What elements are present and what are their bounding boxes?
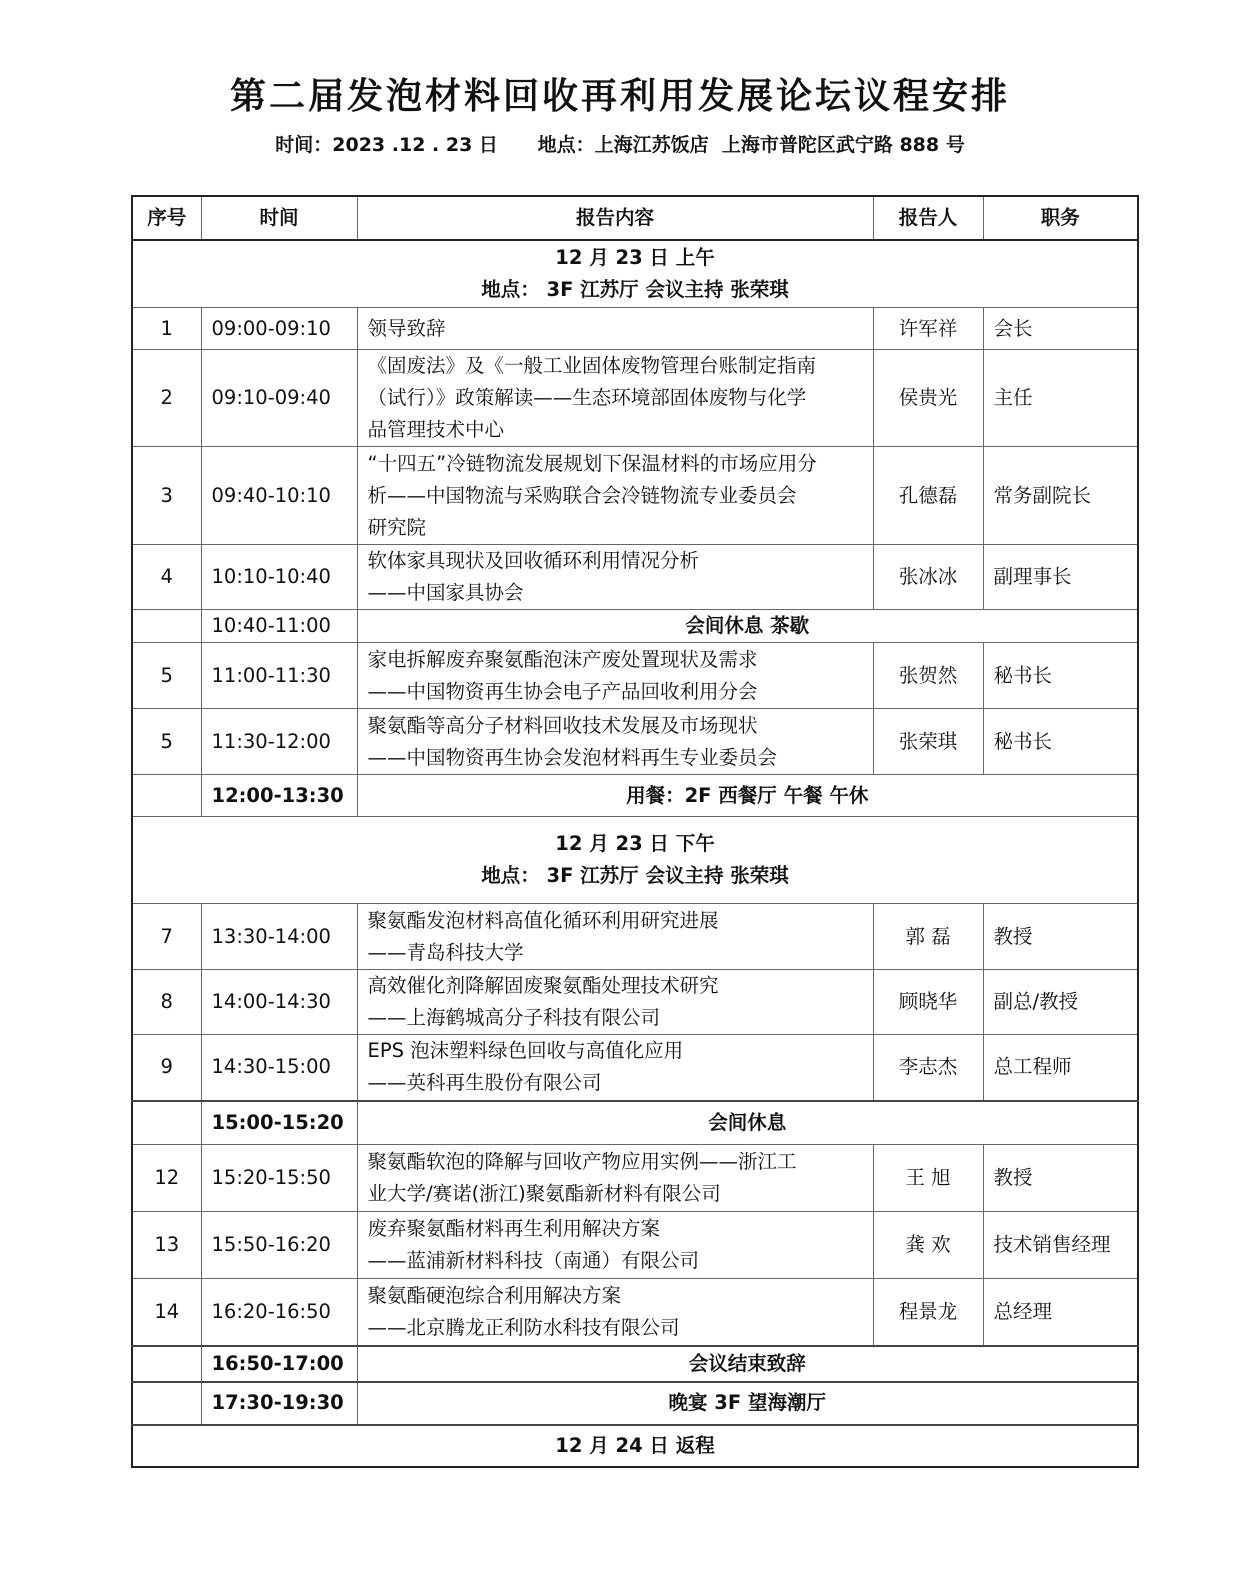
row-content-line: ——北京腾龙正利防水科技有限公司 <box>367 1315 680 1339</box>
row-content-line: 品管理技术中心 <box>367 418 505 441</box>
row-content-line: 高效催化剂降解固废聚氨酯处理技术研究 <box>367 974 719 997</box>
afternoon-header-cell <box>132 817 1138 904</box>
row-content-line: ——英科再生股份有限公司 <box>367 1071 602 1095</box>
row-speaker: 龚 欢 <box>873 1212 983 1279</box>
break-row <box>132 1101 1138 1145</box>
row-position: 总经理 <box>983 1279 1138 1346</box>
row-position: 总工程师 <box>983 1035 1138 1101</box>
row-time: 14:00-14:30 <box>201 970 357 1035</box>
row-number: 14 <box>132 1279 201 1346</box>
closing-row-text: 会议结束致辞 <box>357 1346 1138 1382</box>
row-content <box>357 545 873 610</box>
row-number: 13 <box>132 1212 201 1279</box>
row-content <box>357 904 873 970</box>
row-content <box>357 1279 873 1346</box>
header-row <box>132 196 1138 240</box>
page-title: 第二届发泡材料回收再利用发展论坛议程安排 <box>229 76 1010 117</box>
row-content <box>357 308 873 350</box>
tea-break-row <box>132 610 1138 643</box>
row-time: 09:10-09:40 <box>201 350 357 447</box>
dinner-row-text: 晚宴 3F 望海潮厅 <box>357 1382 1138 1425</box>
agenda-body <box>132 240 1138 1467</box>
lunch-row-no <box>132 775 201 817</box>
row-speaker: 张贺然 <box>873 643 983 709</box>
row-content-line: 研究院 <box>367 515 427 539</box>
agenda-row <box>132 1145 1138 1212</box>
row-speaker: 王 旭 <box>873 1145 983 1212</box>
morning-header-cell <box>132 240 1138 308</box>
agenda-row <box>132 350 1138 447</box>
dinner-row <box>132 1382 1138 1425</box>
agenda-row <box>132 1279 1138 1346</box>
row-content <box>357 1035 873 1101</box>
row-speaker: 李志杰 <box>873 1035 983 1101</box>
agenda-row <box>132 904 1138 970</box>
row-number: 3 <box>132 447 201 545</box>
agenda-row <box>132 970 1138 1035</box>
break-row-time: 15:00-15:20 <box>201 1101 357 1145</box>
row-time: 09:40-10:10 <box>201 447 357 545</box>
row-speaker: 许军祥 <box>873 308 983 350</box>
closing-row-time: 16:50-17:00 <box>201 1346 357 1382</box>
row-number: 1 <box>132 308 201 350</box>
row-position: 技术销售经理 <box>983 1212 1138 1279</box>
row-speaker: 张荣琪 <box>873 709 983 775</box>
afternoon-header-line1: 12 月 23 日 下午 <box>555 832 715 855</box>
agenda-row <box>132 709 1138 775</box>
morning-header <box>132 240 1138 308</box>
row-content-line: 《固废法》及《一般工业固体废物管理台账制定指南 <box>367 354 817 377</box>
row-content-line: ——中国物资再生协会发泡材料再生专业委员会 <box>367 745 778 769</box>
header-content: 报告内容 <box>357 196 873 240</box>
row-content <box>357 709 873 775</box>
row-content-line: ——上海鹤城高分子科技有限公司 <box>367 1006 661 1029</box>
row-content <box>357 1145 873 1212</box>
row-content-line: 领导致辞 <box>367 316 446 340</box>
closing-row-no <box>132 1346 201 1382</box>
row-speaker: 侯贵光 <box>873 350 983 447</box>
afternoon-header-line2: 地点： 3F 江苏厅 会议主持 张荣琪 <box>481 864 789 887</box>
tea-break-row-text: 会间休息 茶歇 <box>357 610 1138 643</box>
row-speaker: 顾晓华 <box>873 970 983 1035</box>
header-no: 序号 <box>132 196 201 240</box>
row-content <box>357 1212 873 1279</box>
agenda-row <box>132 1212 1138 1279</box>
header-speaker: 报告人 <box>873 196 983 240</box>
row-content-line: “十四五”冷链物流发展规划下保温材料的市场应用分 <box>367 451 817 475</box>
return-row <box>132 1425 1138 1467</box>
row-position: 主任 <box>983 350 1138 447</box>
row-content <box>357 447 873 545</box>
row-content-line: ——青岛科技大学 <box>367 940 524 964</box>
break-row-text: 会间休息 <box>357 1101 1138 1145</box>
row-content <box>357 350 873 447</box>
lunch-row <box>132 775 1138 817</box>
row-number: 9 <box>132 1035 201 1101</box>
row-content-line: ——蓝浦新材料科技（南通）有限公司 <box>367 1249 700 1272</box>
row-speaker: 郭 磊 <box>873 904 983 970</box>
row-content <box>357 970 873 1035</box>
row-time: 10:10-10:40 <box>201 545 357 610</box>
row-content-line: EPS 泡沫塑料绿色回收与高值化应用 <box>367 1039 684 1063</box>
dinner-row-time: 17:30-19:30 <box>201 1382 357 1425</box>
row-position: 教授 <box>983 904 1138 970</box>
header-time: 时间 <box>201 196 357 240</box>
row-speaker: 张冰冰 <box>873 545 983 610</box>
row-position: 常务副院长 <box>983 447 1138 545</box>
morning-header-line2: 地点： 3F 江苏厅 会议主持 张荣琪 <box>481 278 789 301</box>
agenda-row <box>132 643 1138 709</box>
row-number: 12 <box>132 1145 201 1212</box>
row-content-line: ——中国家具协会 <box>367 581 524 604</box>
row-position: 秘书长 <box>983 643 1138 709</box>
lunch-row-time: 12:00-13:30 <box>201 775 357 817</box>
row-number: 5 <box>132 643 201 709</box>
row-time: 11:30-12:00 <box>201 709 357 775</box>
row-content-line: 家电拆解废弃聚氨酯泡沫产废处置现状及需求 <box>367 647 758 671</box>
row-speaker: 孔德磊 <box>873 447 983 545</box>
page-subtitle: 时间：2023 .12 . 23 日 地点：上海江苏饭店 上海市普陀区武宁路 888 号 <box>275 134 965 156</box>
row-content-line: 析——中国物流与采购联合会冷链物流专业委员会 <box>367 483 797 507</box>
morning-header-line1: 12 月 23 日 上午 <box>555 246 715 269</box>
row-time: 11:00-11:30 <box>201 643 357 709</box>
break-row-no <box>132 1101 201 1145</box>
row-time: 15:20-15:50 <box>201 1145 357 1212</box>
row-time: 13:30-14:00 <box>201 904 357 970</box>
row-time: 16:20-16:50 <box>201 1279 357 1346</box>
afternoon-header <box>132 817 1138 904</box>
tea-break-row-time: 10:40-11:00 <box>201 610 357 643</box>
row-content-line: 聚氨酯软泡的降解与回收产物应用实例——浙江工 <box>367 1150 797 1173</box>
row-content-line: 聚氨酯硬泡综合利用解决方案 <box>367 1283 622 1307</box>
row-number: 2 <box>132 350 201 447</box>
agenda-table <box>131 195 1139 1468</box>
agenda-row <box>132 308 1138 350</box>
row-position: 秘书长 <box>983 709 1138 775</box>
row-number: 5 <box>132 709 201 775</box>
row-content-line: ——中国物资再生协会电子产品回收利用分会 <box>367 679 758 703</box>
row-content-line: 业大学/赛诺(浙江)聚氨酯新材料有限公司 <box>367 1182 721 1205</box>
agenda-row <box>132 545 1138 610</box>
row-time: 09:00-09:10 <box>201 308 357 350</box>
row-position: 副理事长 <box>983 545 1138 610</box>
closing-row <box>132 1346 1138 1382</box>
row-position: 会长 <box>983 308 1138 350</box>
tea-break-row-no <box>132 610 201 643</box>
row-content <box>357 643 873 709</box>
row-content-line: 废弃聚氨酯材料再生利用解决方案 <box>367 1217 661 1240</box>
dinner-row-no <box>132 1382 201 1425</box>
row-content-line: 聚氨酯等高分子材料回收技术发展及市场现状 <box>367 713 758 737</box>
agenda-row <box>132 447 1138 545</box>
row-time: 14:30-15:00 <box>201 1035 357 1101</box>
row-content-line: （试行）》政策解读——生态环境部固体废物与化学 <box>367 386 807 409</box>
return-text: 12 月 24 日 返程 <box>132 1425 1138 1467</box>
row-position: 教授 <box>983 1145 1138 1212</box>
row-time: 15:50-16:20 <box>201 1212 357 1279</box>
agenda-row <box>132 1035 1138 1101</box>
row-number: 7 <box>132 904 201 970</box>
header-position: 职务 <box>983 196 1138 240</box>
row-content-line: 软体家具现状及回收循环利用情况分析 <box>367 549 700 572</box>
row-number: 8 <box>132 970 201 1035</box>
row-speaker: 程景龙 <box>873 1279 983 1346</box>
row-content-line: 聚氨酯发泡材料高值化循环利用研究进展 <box>367 908 719 932</box>
row-position: 副总/教授 <box>983 970 1138 1035</box>
lunch-row-text: 用餐：2F 西餐厅 午餐 午休 <box>357 775 1138 817</box>
row-number: 4 <box>132 545 201 610</box>
